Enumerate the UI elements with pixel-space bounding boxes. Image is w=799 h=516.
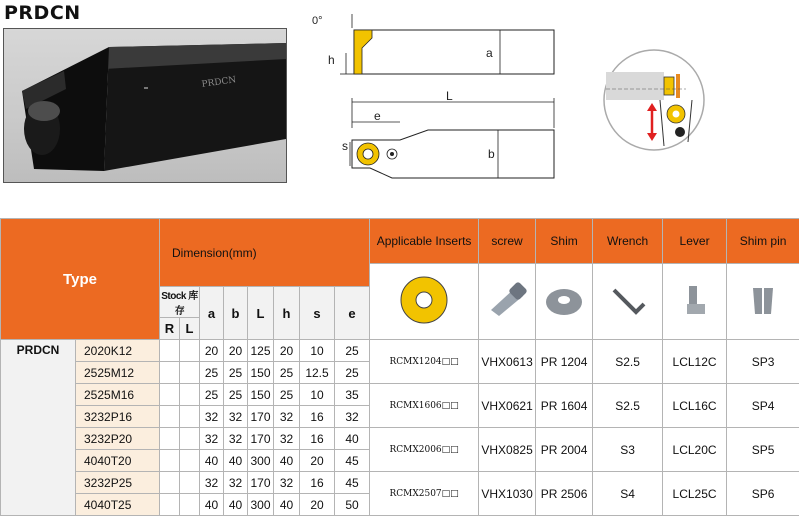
dim-L-cell: 150	[248, 384, 274, 406]
stock-l-cell	[180, 472, 200, 494]
shim-header: Shim	[536, 219, 593, 264]
dim-h-cell: 32	[274, 406, 300, 428]
dim-a-cell: 25	[200, 384, 224, 406]
type-code: 3232P16	[76, 406, 160, 428]
type-code: 2525M16	[76, 384, 160, 406]
shim-pin-code: SP5	[727, 428, 799, 472]
dim-L-cell: 150	[248, 362, 274, 384]
dim-s-cell: 10	[300, 384, 335, 406]
screw-image	[479, 264, 536, 340]
insert-code: RCMX2006□□	[370, 428, 479, 472]
side-view-drawing	[300, 8, 570, 83]
stock-r-cell	[160, 472, 180, 494]
lever-code: LCL12C	[663, 340, 727, 384]
lever-header: Lever	[663, 219, 727, 264]
dim-a-cell: 25	[200, 362, 224, 384]
dim-a-cell: 40	[200, 494, 224, 516]
dim-h-cell: 25	[274, 362, 300, 384]
dim-e-cell: 45	[335, 450, 370, 472]
col-a: a	[200, 287, 224, 340]
dim-s-cell: 16	[300, 406, 335, 428]
dim-a-cell: 32	[200, 406, 224, 428]
stock-r-cell	[160, 406, 180, 428]
wrench-image	[593, 264, 663, 340]
dim-s-cell: 10	[300, 340, 335, 362]
type-code: 3232P20	[76, 428, 160, 450]
dim-h-cell: 32	[274, 428, 300, 450]
lever-code: LCL20C	[663, 428, 727, 472]
wrench-code: S2.5	[593, 340, 663, 384]
shim-pin-code: SP4	[727, 384, 799, 428]
dim-h-cell: 40	[274, 494, 300, 516]
table-row	[1, 340, 799, 362]
wrench-code: S4	[593, 472, 663, 516]
type-header: Type	[1, 219, 160, 340]
col-b: b	[224, 287, 248, 340]
dim-b-cell: 40	[224, 450, 248, 472]
shim-pin-code: SP3	[727, 340, 799, 384]
dim-L-cell: 300	[248, 494, 274, 516]
screw-code: VHX0621	[479, 384, 536, 428]
dim-b-cell: 20	[224, 340, 248, 362]
stock-r-cell	[160, 494, 180, 516]
stock-header: Stock 库存	[160, 287, 200, 318]
insert-image	[370, 264, 479, 340]
dim-s-cell: 16	[300, 428, 335, 450]
dimension-header: Dimension(mm)	[160, 219, 370, 287]
wrench-header: Wrench	[593, 219, 663, 264]
applicable-inserts-header: Applicable Inserts	[370, 219, 479, 264]
stock-l: L	[180, 318, 200, 340]
table-row	[1, 428, 799, 450]
spec-table	[0, 218, 799, 516]
dim-b-label: b	[488, 147, 495, 161]
stock-r-cell	[160, 428, 180, 450]
page-title: PRDCN	[4, 2, 81, 24]
stock-l-cell	[180, 340, 200, 362]
shim-pin-code: SP6	[727, 472, 799, 516]
shim-code: PR 1604	[536, 384, 593, 428]
stock-r-cell	[160, 384, 180, 406]
shim-pin-image	[727, 264, 799, 340]
dim-L-cell: 300	[248, 450, 274, 472]
stock-l-cell	[180, 384, 200, 406]
shim-pin-header: Shim pin	[727, 219, 799, 264]
dim-e-cell: 32	[335, 406, 370, 428]
screw-code: VHX0613	[479, 340, 536, 384]
dim-b-cell: 32	[224, 406, 248, 428]
dim-s-label: s	[342, 139, 348, 153]
shim-code: PR 2004	[536, 428, 593, 472]
wrench-code: S2.5	[593, 384, 663, 428]
lever-image	[663, 264, 727, 340]
lever-code: LCL25C	[663, 472, 727, 516]
lever-code: LCL16C	[663, 384, 727, 428]
dim-b-cell: 32	[224, 428, 248, 450]
dim-s-cell: 20	[300, 494, 335, 516]
dim-e-label: e	[374, 109, 381, 123]
dim-s-cell: 12.5	[300, 362, 335, 384]
dim-b-cell: 32	[224, 472, 248, 494]
photo-text: PRDCN	[201, 75, 237, 90]
top-view-drawing	[300, 86, 570, 181]
dim-h-cell: 40	[274, 450, 300, 472]
family-label: PRDCN	[1, 340, 76, 516]
table-row	[1, 384, 799, 406]
dim-L-label: L	[446, 89, 453, 103]
dim-b-cell: 25	[224, 384, 248, 406]
dim-L-cell: 170	[248, 428, 274, 450]
dim-a-cell: 32	[200, 428, 224, 450]
stock-r-cell	[160, 450, 180, 472]
insert-code: RCMX1606□□	[370, 384, 479, 428]
dim-L-cell: 125	[248, 340, 274, 362]
stock-r-cell	[160, 340, 180, 362]
stock-l-cell	[180, 362, 200, 384]
col-e: e	[335, 287, 370, 340]
type-code: 2525M12	[76, 362, 160, 384]
shim-code: PR 1204	[536, 340, 593, 384]
dim-a-label: a	[486, 46, 493, 60]
dim-e-cell: 25	[335, 340, 370, 362]
shim-image	[536, 264, 593, 340]
dim-e-cell: 25	[335, 362, 370, 384]
shim-code: PR 2506	[536, 472, 593, 516]
dim-b-cell: 40	[224, 494, 248, 516]
stock-l-cell	[180, 428, 200, 450]
dim-L-cell: 170	[248, 406, 274, 428]
dim-b-cell: 25	[224, 362, 248, 384]
col-L: L	[248, 287, 274, 340]
dim-L-cell: 170	[248, 472, 274, 494]
dim-h-label: h	[328, 53, 335, 67]
type-code: 4040T20	[76, 450, 160, 472]
type-code: 3232P25	[76, 472, 160, 494]
screw-code: VHX1030	[479, 472, 536, 516]
stock-r: R	[160, 318, 180, 340]
dim-a-cell: 32	[200, 472, 224, 494]
type-code: 2020K12	[76, 340, 160, 362]
detail-view	[600, 46, 710, 156]
stock-l-cell	[180, 494, 200, 516]
dim-s-cell: 20	[300, 450, 335, 472]
angle-label: 0°	[312, 15, 323, 27]
type-code: 4040T25	[76, 494, 160, 516]
dim-e-cell: 50	[335, 494, 370, 516]
screw-code: VHX0825	[479, 428, 536, 472]
table-row	[1, 472, 799, 494]
insert-code: RCMX1204□□	[370, 340, 479, 384]
dim-a-cell: 20	[200, 340, 224, 362]
product-photo	[3, 28, 287, 183]
dim-h-cell: 25	[274, 384, 300, 406]
screw-header: screw	[479, 219, 536, 264]
dim-e-cell: 45	[335, 472, 370, 494]
dim-s-cell: 16	[300, 472, 335, 494]
dim-h-cell: 20	[274, 340, 300, 362]
dim-h-cell: 32	[274, 472, 300, 494]
dim-e-cell: 40	[335, 428, 370, 450]
stock-l-cell	[180, 406, 200, 428]
insert-code: RCMX2507□□	[370, 472, 479, 516]
wrench-code: S3	[593, 428, 663, 472]
col-h: h	[274, 287, 300, 340]
col-s: s	[300, 287, 335, 340]
stock-l-cell	[180, 450, 200, 472]
dim-a-cell: 40	[200, 450, 224, 472]
dim-e-cell: 35	[335, 384, 370, 406]
stock-r-cell	[160, 362, 180, 384]
